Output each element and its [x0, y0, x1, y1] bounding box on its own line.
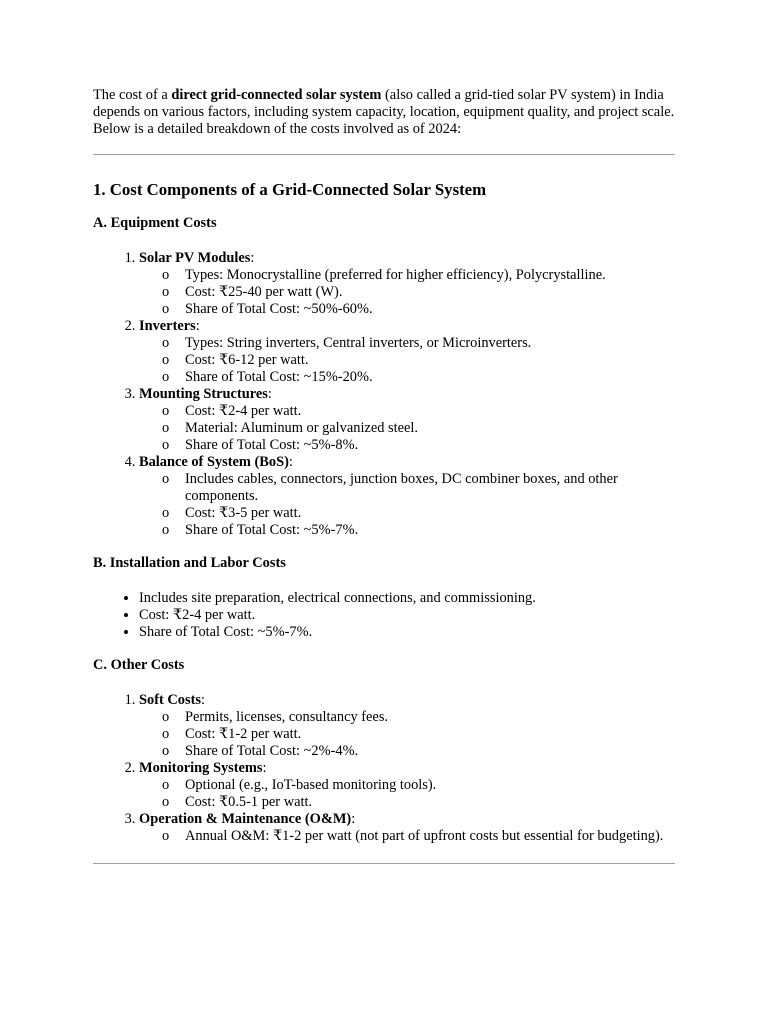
list-item: • Cost: ₹2-4 per watt.: [139, 607, 675, 624]
sub-list: [139, 777, 675, 811]
sub-list: [139, 828, 675, 845]
intro-bold-term: direct grid-connected solar system: [171, 87, 382, 103]
installation-heading: B. Installation and Labor Costs: [93, 555, 286, 571]
sub-item: o Optional (e.g., IoT-based monitoring tools).: [162, 777, 437, 793]
sub-item: o Cost: ₹25-40 per watt (W).: [162, 284, 343, 300]
sub-item: o Types: Monocrystalline (preferred for higher efficiency), Polycrystalline.: [162, 267, 606, 283]
section-title: 1. Cost Components of a Grid-Connected Solar System: [93, 180, 487, 199]
list-item: 2. Monitoring Systems: o Optional (e.g., IoT-based monitoring tools). o Cost: ₹0.5-1 per watt.: [139, 760, 675, 811]
sub-item: o Share of Total Cost: ~5%-8%.: [162, 437, 359, 453]
intro-paragraph: [93, 87, 675, 138]
sub-item: o Cost: ₹6-12 per watt.: [162, 352, 309, 368]
other-costs-list: [93, 692, 675, 845]
sub-item: o Share of Total Cost: ~2%-4%.: [162, 743, 359, 759]
list-item: 2. Inverters: o Types: String inverters, Central inverters, or Microinverters. o Cost: ₹6-12 per watt. o Share of Total Cost: ~15%-20%.: [139, 318, 675, 386]
item-label: Balance of System (BoS): [139, 454, 289, 470]
divider-top: [93, 154, 675, 155]
sub-list: [139, 335, 675, 386]
sub-list: [139, 709, 675, 760]
sub-list: [139, 471, 675, 539]
item-label: Operation & Maintenance (O&M): [139, 811, 352, 827]
list-item: 4. Balance of System (BoS): o Includes cables, connectors, junction boxes, DC combiner boxes, and other components. o Cost: ₹3-5 per watt. o Share of Total Cost: ~5%-7%.: [139, 454, 675, 539]
intro-text-rest: (also called a grid-tied solar PV system) in India depends on various factors, including system capacity, location, equipment quality, and project scale. Below is a detailed breakdown of the costs involved as of 2024:: [93, 87, 675, 137]
item-label: Solar PV Modules: [139, 250, 251, 266]
list-item: 3. Mounting Structures: o Cost: ₹2-4 per watt. o Material: Aluminum or galvanized steel. o Share of Total Cost: ~5%-8%.: [139, 386, 675, 454]
sub-item: o Types: String inverters, Central inverters, or Microinverters.: [162, 335, 532, 351]
intro-text-start: The cost of a: [93, 87, 172, 103]
other-costs-heading: C. Other Costs: [93, 657, 185, 673]
list-item: 3. Operation & Maintenance (O&M): o Annual O&M: ₹1-2 per watt (not part of upfront costs but essential for budgeting).: [139, 811, 675, 845]
sub-item: o Cost: ₹1-2 per watt.: [162, 726, 302, 742]
installation-list: [93, 590, 675, 641]
equipment-list: [93, 250, 675, 539]
list-item: 1. Solar PV Modules: o Types: Monocrystalline (preferred for higher efficiency), Polycrystalline. o Cost: ₹25-40 per watt (W). o Share of Total Cost: ~50%-60%.: [139, 250, 675, 318]
document-body: [93, 87, 675, 864]
sub-item: o Cost: ₹2-4 per watt.: [162, 403, 302, 419]
item-label: Inverters: [139, 318, 196, 334]
sub-item: o Share of Total Cost: ~50%-60%.: [162, 301, 373, 317]
divider-bottom: [93, 863, 675, 864]
sub-list: [139, 267, 675, 318]
sub-item: o Share of Total Cost: ~15%-20%.: [162, 369, 373, 385]
item-label: Mounting Structures: [139, 386, 268, 402]
list-item: • Includes site preparation, electrical connections, and commissioning.: [139, 590, 675, 607]
sub-item: o Cost: ₹0.5-1 per watt.: [162, 794, 313, 810]
sub-list: [139, 403, 675, 454]
sub-item: o Cost: ₹3-5 per watt.: [162, 505, 302, 521]
list-item: 1. Soft Costs: o Permits, licenses, consultancy fees. o Cost: ₹1-2 per watt. o Share of Total Cost: ~2%-4%.: [139, 692, 675, 760]
equipment-heading: A. Equipment Costs: [93, 215, 217, 231]
sub-item: o Annual O&M: ₹1-2 per watt (not part of upfront costs but essential for budgeting).: [162, 828, 664, 844]
sub-item: o Includes cables, connectors, junction boxes, DC combiner boxes, and other components.: [162, 471, 618, 504]
item-label: Monitoring Systems: [139, 760, 263, 776]
list-item: • Share of Total Cost: ~5%-7%.: [139, 624, 675, 641]
sub-item: o Permits, licenses, consultancy fees.: [162, 709, 389, 725]
sub-item: o Share of Total Cost: ~5%-7%.: [162, 522, 359, 538]
sub-item: o Material: Aluminum or galvanized steel.: [162, 420, 418, 436]
item-label: Soft Costs: [139, 692, 201, 708]
